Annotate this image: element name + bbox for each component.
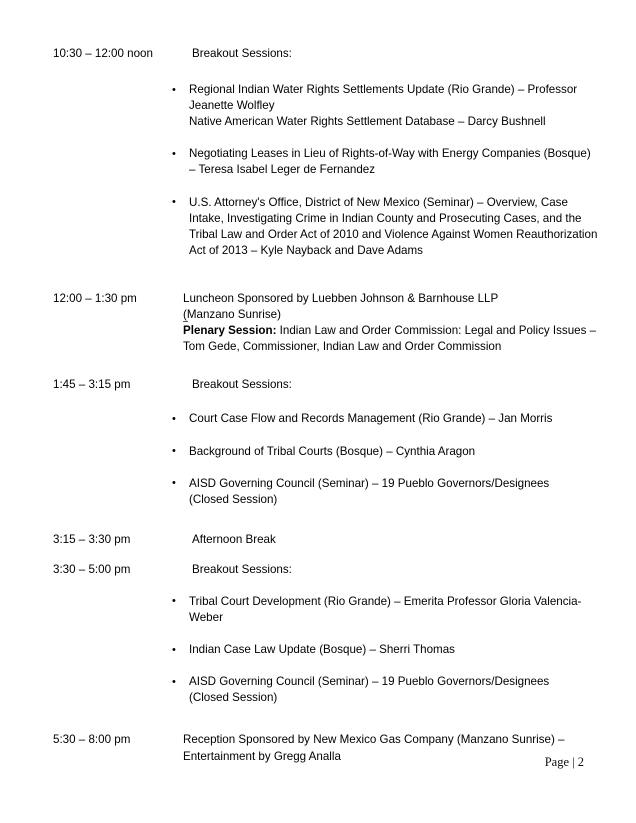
agenda-content-2	[183, 291, 636, 355]
agenda-row-3	[0, 377, 636, 393]
page-footer: Page | 2	[544, 755, 584, 769]
bullet-list-1	[172, 82, 600, 259]
plenary-session-text: Indian Law and Order Commission: Legal and Policy Issues – Tom Gede, Commissioner, Indian Law and Order Commission	[183, 324, 597, 354]
agenda-time-6: 5:30 – 8:00 pm	[53, 733, 131, 747]
agenda-row-1	[0, 46, 636, 62]
list-item: • AISD Governing Council (Seminar) – 19 Pueblo Governors/Designees (Closed Session)	[172, 476, 586, 508]
spacer	[0, 393, 636, 411]
list-item: • Background of Tribal Courts (Bosque) – Cynthia Aragon	[172, 444, 586, 460]
agenda-heading-1: Breakout Sessions:	[192, 47, 292, 60]
bullet-list-5	[172, 594, 586, 706]
bullet-group-5	[172, 594, 636, 706]
spacer	[0, 508, 636, 532]
spacer	[0, 706, 636, 732]
spacer	[0, 259, 636, 291]
spacer	[0, 578, 636, 594]
luncheon-venue: (Manzano Sunrise)	[183, 307, 600, 323]
list-item: • U.S. Attorney's Office, District of New Mexico (Seminar) – Overview, Case Intake, Investigating Crime in Indian County and Prosecuting Cases, and the Tribal Law and Order Act of 2010 and Violence Against Women Reauthorization Act of 2013 – Kyle Nayback and Dave Adams	[172, 195, 600, 259]
list-item	[172, 82, 600, 130]
agenda-heading-3: Breakout Sessions:	[192, 378, 292, 392]
agenda-heading-4: Afternoon Break	[192, 532, 276, 546]
agenda-time-1: 10:30 – 12:00 noon	[53, 47, 153, 60]
agenda-row-5	[0, 562, 636, 578]
agenda-content-6: Reception Sponsored by New Mexico Gas Company (Manzano Sunrise) – Entertainment by Gregg Analla	[183, 733, 565, 763]
top-spacer	[0, 0, 636, 46]
list-item: • AISD Governing Council (Seminar) – 19 Pueblo Governors/Designees (Closed Session)	[172, 674, 586, 706]
list-item-subtext: Native American Water Rights Settlement Database – Darcy Bushnell	[189, 115, 546, 129]
spacer	[0, 62, 636, 82]
bullet-group-1	[172, 82, 636, 259]
list-item: • Negotiating Leases in Lieu of Rights-of-Way with Energy Companies (Bosque) – Teresa Isabel Leger de Fernandez	[172, 146, 600, 178]
agenda-row-4	[0, 532, 636, 548]
luncheon-title: Luncheon Sponsored by Luebben Johnson & Barnhouse LLP	[183, 291, 499, 305]
spacer	[0, 548, 636, 562]
list-item: • Indian Case Law Update (Bosque) – Sherri Thomas	[172, 642, 586, 658]
bullet-group-3	[172, 411, 636, 507]
plenary-session	[183, 323, 600, 355]
list-item: • Court Case Flow and Records Management (Rio Grande) – Jan Morris	[172, 411, 586, 427]
bullet-list-3	[172, 411, 586, 507]
agenda-time-4: 3:15 – 3:30 pm	[53, 532, 131, 546]
plenary-session-label: Plenary Session:	[183, 324, 277, 338]
list-item-text: Regional Indian Water Rights Settlements Update (Rio Grande) – Professor Jeanette Wolfley	[189, 83, 578, 113]
agenda-time-3: 1:45 – 3:15 pm	[53, 378, 131, 392]
spacer	[0, 355, 636, 377]
agenda-time-2: 12:00 – 1:30 pm	[53, 291, 137, 305]
agenda-row-2	[0, 291, 636, 355]
agenda-time-5: 3:30 – 5:00 pm	[53, 562, 131, 576]
list-item: • Tribal Court Development (Rio Grande) – Emerita Professor Gloria Valencia- Weber	[172, 594, 586, 626]
agenda-heading-5: Breakout Sessions:	[192, 562, 292, 576]
